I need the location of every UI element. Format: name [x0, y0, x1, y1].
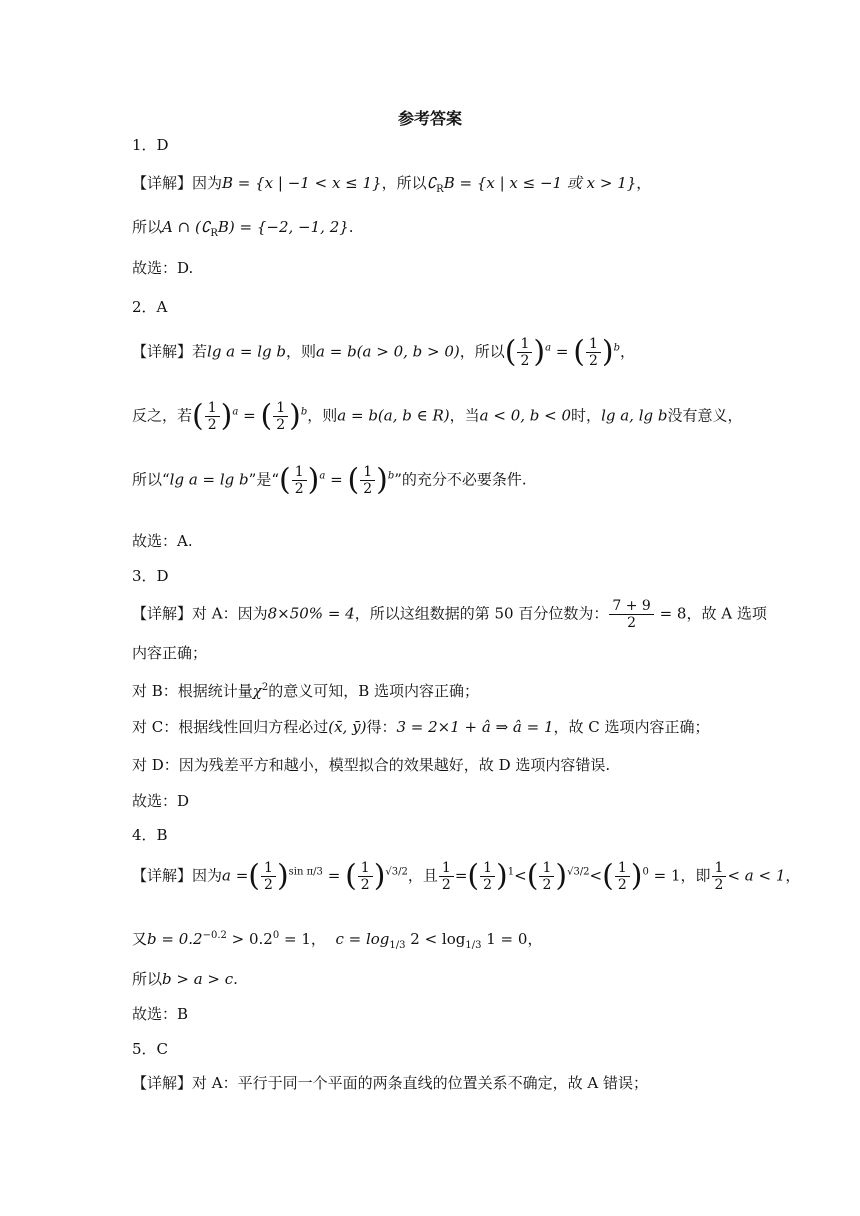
q5-explanation-line1: 【详解】对 A：平行于同一个平面的两条直线的位置关系不确定，故 A 错误；: [132, 1074, 648, 1092]
q4-answer: 故选：B: [132, 1005, 189, 1023]
q2-answer: 故选：A.: [132, 532, 193, 550]
q3-heading: 3．D: [132, 567, 169, 585]
q4-heading: 4．B: [132, 826, 168, 844]
q3-explanation-line3: 对 B：根据统计量$\chi^2$的意义可知，B 选项内容正确；: [132, 682, 480, 700]
q3-explanation-line5: 对 D：因为残差平方和越小，模型拟合的效果越好，故 D 选项内容错误.: [132, 756, 611, 774]
q3-explanation-line1: 【详解】对 A：因为8×50% = 4，所以这组数据的第 50 百分位数为： $\frac{7 + 9}{2}$ = 8，故 A 选项: [132, 598, 767, 631]
q5-heading: 5．C: [132, 1040, 169, 1058]
q1-explanation-line2: 所以A ∩ $(∁_RB) = \{-2$, −1, 2}.: [132, 218, 354, 239]
q3-answer: 故选：D: [132, 792, 190, 810]
q4-explanation-line3: 所以b > a > c.: [132, 970, 238, 988]
q3-explanation-line2: 内容正确；: [132, 644, 208, 662]
q2-explanation-line2: 反之，若( $\frac{1}{2}$ )$^a$ = ( $\frac{1}{2}$ )$^b$，则a = b(a, b ∈ R)，当a < 0, b < 0时，lg a, lg b没有意义，: [132, 398, 743, 434]
q4-explanation-line1: 【详解】因为a =( $\frac{1}{2}$ )$^{sin \pi/3}$ = ( $\frac{1}{2}$ )$^{√3/2}$，且 $\frac{1}{2}$ =( $\frac{1}{2}$ )$^1$<( $\frac{1}{2}$ )$^{√3/2}$<( $\frac{1}{2}$ )$^0$ = 1，即 $\frac{1}{2}$ < a < 1，: [132, 858, 801, 894]
q1-answer: 故选：D.: [132, 259, 194, 277]
page-title: 参考答案: [397, 109, 462, 128]
q3-explanation-line4: 对 C：根据线性回归方程必过(x̄, ȳ)得：3 = 2×1 + â ⇒ â = 1，故 C 选项内容正确；: [132, 718, 710, 736]
q1-explanation-line1: 【详解】因为B = {x | −1 < x ≤ 1}，所以$∁_RB = \{x$ | x ≤ −1 或 x > 1}，: [132, 174, 652, 195]
q4-explanation-line2: 又$b = 0.2^{-0.2} > 0.2^0 = 1$， $c = \log_{1/3} 2 < \log_{1/3} 1 = 0$，: [132, 930, 543, 951]
q2-heading: 2．A: [132, 298, 168, 316]
q1-heading: 1．D: [132, 136, 169, 154]
q2-explanation-line3: 所以“lg a = lg b”是“( $\frac{1}{2}$ )$^a$ = ( $\frac{1}{2}$ )$^b$”的充分不必要条件.: [132, 462, 527, 498]
q2-explanation-line1: 【详解】若lg a = lg b，则a = b(a > 0, b > 0)，所以( $\frac{1}{2}$ )$^a$ = ( $\frac{1}{2}$ )$^b$，: [132, 334, 636, 370]
